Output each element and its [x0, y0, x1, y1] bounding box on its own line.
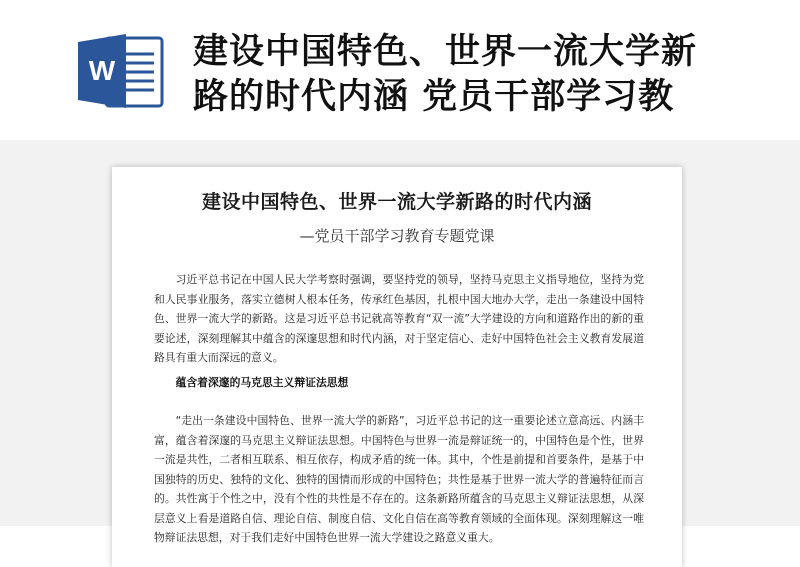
body-paragraph: “走出一条建设中国特色、世界一流大学的新路”，习近平总书记的这一重要论述立意高远、内涵丰富，蕴含着深邃的马克思主义辩证法思想。中国特色与世界一流是辩证统一的，中国特色是个性，世界一流是共性，二者相互联系、相互依存，构成矛盾的统一体。其中，个性是前提和首要条件，是基于中国独特的历史、独特的文化、独特的国情而形成的中国特色；共性是基于世界一流大学的普遍特征而言的。共性寓于个性之中，没有个性的共性是不存在的。这条新路所蕴含的马克思主义辩证法思想，从深层意义上看是道路自信、理论自信、制度自信、文化自信在高等教育领域的全面体现。深刻理解这一唯物辩证法思想，对于我们走好中国特色世界一流大学建设之路意义重大。 [154, 414, 644, 544]
section-heading: 蕴含着深邃的马克思主义辩证法思想 [175, 376, 349, 389]
document-title: 建设中国特色、世界一流大学新路的时代内涵 [201, 191, 592, 213]
svg-text:W: W [88, 55, 116, 86]
document-page [112, 167, 682, 567]
word-document-icon [76, 30, 168, 112]
preview-header [0, 0, 800, 140]
document-preview-title: 建设中国特色、世界一流大学新 路的时代内涵 党员干部学习教 [193, 32, 698, 117]
body-paragraph: 习近平总书记在中国人民大学考察时强调，要坚持党的领导，坚持马克思主义指导地位，坚持为党和人民事业服务，落实立德树人根本任务，传承红色基因，扎根中国大地办大学，走出一条建设中国特色、世界一流大学的新路。这是习近平总书记就高等教育“双一流”大学建设的方向和道路作出的新的重要论述，深刻理解其中蕴含的深邃思想和时代内涵，对于坚定信心、走好中国特色社会主义教育发展道路具有重大而深远的意义。 [154, 273, 644, 364]
document-subtitle: —党员干部学习教育专题党课 [299, 227, 495, 245]
